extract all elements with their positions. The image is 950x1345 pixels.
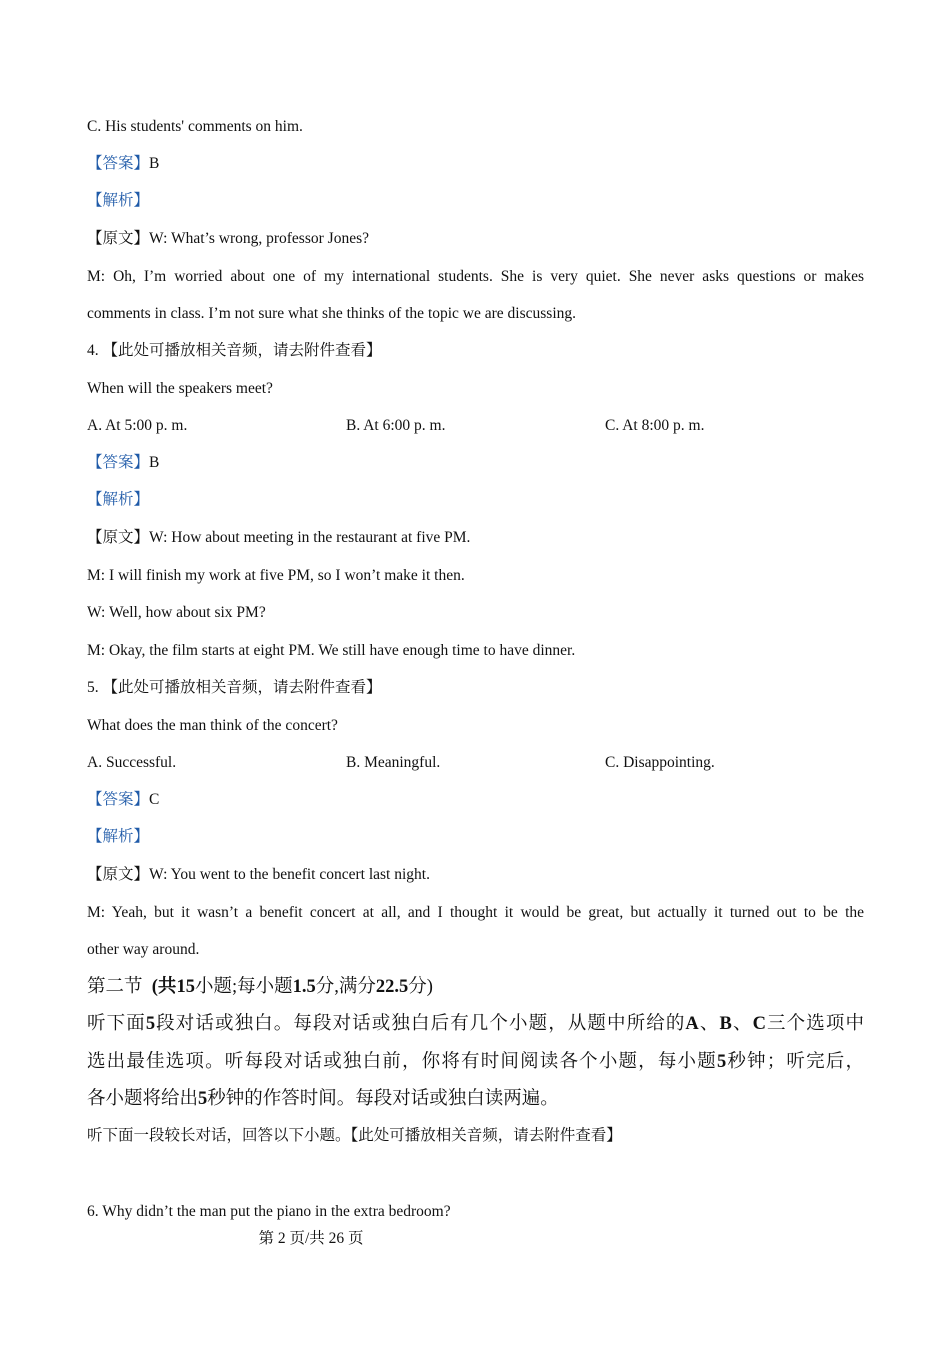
q4-answer: B bbox=[149, 454, 160, 471]
q3-option-c: C. His students' comments on him. bbox=[87, 118, 303, 135]
answer-tag: 【答案】 bbox=[87, 791, 150, 808]
q4-analysis-tag: 【解析】 bbox=[87, 491, 150, 508]
q4-transcript-w2: W: Well, how about six PM? bbox=[87, 604, 266, 621]
section-title: 第二节 (共15小题;每小题1.5分,满分22.5分) bbox=[87, 977, 433, 997]
section-instruction-line1: 听下面5段对话或独白。每段对话或独白后有几个小题，从题中所给的A、B、C三个选项中 bbox=[87, 1014, 864, 1034]
q4-number: 4. bbox=[87, 342, 99, 359]
q5-question: What does the man think of the concert? bbox=[87, 717, 338, 734]
audio-note: 【此处可播放相关音频，请去附件查看】 bbox=[102, 342, 382, 359]
section-instruction-line2: 选出最佳选项。听每段对话或独白前，你将有时间阅读各个小题，每小题5秒钟；听完后， bbox=[87, 1052, 864, 1072]
q3-analysis-tag: 【解析】 bbox=[87, 192, 150, 209]
q5-number: 5. bbox=[87, 679, 99, 696]
q5-transcript-w1: 【原文】W: You went to the benefit concert last night. bbox=[87, 866, 430, 883]
transcript-tag: 【原文】 bbox=[87, 866, 150, 883]
q4-option-a: A. At 5:00 p. m. bbox=[87, 417, 188, 434]
transcript-tag: 【原文】 bbox=[87, 529, 150, 546]
q4-option-c: C. At 8:00 p. m. bbox=[605, 417, 705, 434]
q5-answer-row bbox=[87, 790, 159, 810]
q4-option-b: B. At 6:00 p. m. bbox=[346, 417, 446, 434]
q5-answer: C bbox=[149, 791, 160, 808]
q5-header bbox=[87, 678, 382, 698]
q4-transcript-m2: M: Okay, the film starts at eight PM. We still have enough time to have dinner. bbox=[87, 642, 576, 659]
q3-transcript-m1-line1: M: Oh, I’m worried about one of my international students. She is very quiet. She never asks questions or makes bbox=[87, 268, 864, 285]
q4-transcript-m1: M: I will finish my work at five PM, so I won’t make it then. bbox=[87, 567, 465, 584]
q3-transcript-m1-line2: comments in class. I’m not sure what she thinks of the topic we are discussing. bbox=[87, 305, 577, 322]
audio-note: 【此处可播放相关音频，请去附件查看】 bbox=[102, 679, 382, 696]
q3-answer: B bbox=[149, 155, 160, 172]
transcript-tag: 【原文】 bbox=[87, 230, 150, 247]
answer-tag: 【答案】 bbox=[87, 155, 150, 172]
q5-transcript-m1-line1: M: Yeah, but it wasn’t a benefit concert at all, and I thought it would be great, but actually it turned out to be the bbox=[87, 904, 864, 921]
section-instruction-line3: 各小题将给出5秒钟的作答时间。每段对话或独白读两遍。 bbox=[87, 1089, 559, 1109]
page-number: 第 2 页/共 26 页 bbox=[258, 1230, 364, 1247]
q3-transcript-w1: 【原文】W: What’s wrong, professor Jones? bbox=[87, 230, 369, 247]
q4-answer-row bbox=[87, 453, 159, 473]
q4-question: When will the speakers meet? bbox=[87, 380, 273, 397]
q5-option-c: C. Disappointing. bbox=[605, 754, 715, 771]
q4-header bbox=[87, 341, 382, 361]
q5-analysis-tag: 【解析】 bbox=[87, 828, 150, 845]
q6-question: 6. Why didn’t the man put the piano in the extra bedroom? bbox=[87, 1203, 451, 1220]
q3-answer-row bbox=[87, 154, 159, 174]
answer-tag: 【答案】 bbox=[87, 454, 150, 471]
q5-option-a: A. Successful. bbox=[87, 754, 177, 771]
q5-transcript-m1-line2: other way around. bbox=[87, 941, 200, 958]
q5-option-b: B. Meaningful. bbox=[346, 754, 441, 771]
q4-transcript-w1: 【原文】W: How about meeting in the restaurant at five PM. bbox=[87, 529, 471, 546]
section-sub-instruction: 听下面一段较长对话，回答以下小题。【此处可播放相关音频，请去附件查看】 bbox=[87, 1127, 622, 1144]
